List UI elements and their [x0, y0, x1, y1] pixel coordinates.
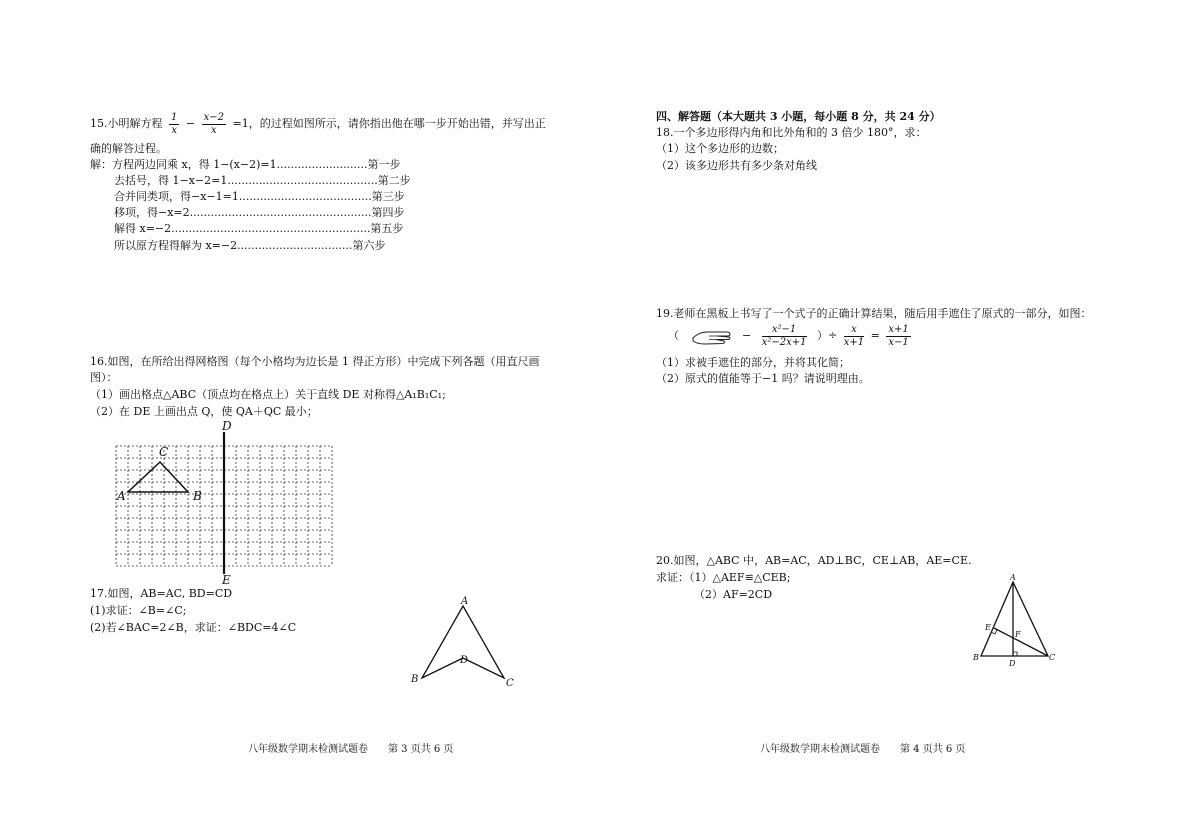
q20-label-f: F [1015, 630, 1021, 639]
left-footer: 八年级数学期末检测试题卷 第 3 页共 6 页 [248, 744, 454, 755]
q17-line2: (1)求证：∠B=∠C; [90, 604, 187, 617]
label-c: C [159, 445, 169, 459]
triangle-abc [128, 462, 188, 492]
q15-line2: 确的解答过程。 [90, 142, 167, 155]
q19-sub2: （2）原式的值能等于−1 吗？请说明理由。 [656, 372, 870, 385]
q18-sub2: （2）该多边形共有多少条对角线 [656, 159, 817, 172]
q15-minus: − [185, 117, 196, 130]
q15-frac2: $\frac{x-2}{x}$ [203, 111, 224, 136]
q19-frac1: $\frac{\text{x²−1}}{\text{x²−2x+1}}$ [761, 323, 807, 348]
q20-label-e: E [985, 623, 991, 632]
q15-suffix: =1，的过程如图所示，请你指出他在哪一步开始出错，并写出正 [232, 117, 546, 130]
q17-label-b: B [411, 674, 419, 685]
label-b: B [193, 489, 202, 503]
q17-line3: (2)若∠BAC=2∠B，求证：∠BDC=4∠C [90, 621, 297, 634]
q15-step-6: 所以原方程得解为 x=−2.................................第六步 [114, 239, 386, 252]
q19-expression [668, 321, 914, 351]
hand-icon [691, 326, 733, 346]
q16-line1: 16.如图，在所给出得网格图（每个小格均为边长是 1 得正方形）中完成下列各题（用直尺画 [90, 355, 540, 368]
q16-sub1: （1）画出格点△ABC（顶点均在格点上）关于直线 DE 对称得△A₁B₁C₁; [90, 388, 446, 401]
q20-label-c: C [1049, 653, 1056, 662]
q19-paren-close: ）÷ [817, 329, 838, 342]
label-e: E [222, 573, 231, 587]
q17-figure [400, 592, 530, 697]
q17-line1: 17.如图，AB=AC, BD=CD [90, 587, 233, 600]
concave-quadrilateral [422, 606, 504, 678]
q20-label-a: A [1010, 573, 1016, 582]
q15-step-3: 合并同类项，得−x−1=1......................................第三步 [114, 190, 405, 203]
q20-line2: 求证：（1）△AEF≌△CEB; [656, 571, 791, 584]
q19-frac3: $\frac{x+1}{x-1}$ [888, 323, 909, 348]
q15-line1 [90, 110, 546, 138]
label-a: A [117, 489, 126, 503]
q18-sub1: （1）这个多边形的边数； [656, 142, 784, 155]
q17-label-a: A [461, 596, 469, 607]
q19-sub1: （1）求被手遮住的部分，并将其化简； [656, 356, 850, 369]
section-title: 四、解答题（本大题共 3 小题，每小题 8 分，共 24 分） [656, 110, 941, 123]
grid-figure [100, 418, 340, 588]
q20-line1: 20.如图，△ABC 中，AB=AC，AD⊥BC，CE⊥AB，AE=CE. [656, 554, 972, 567]
q18-line1: 18.一个多边形得内角和比外角和的 3 倍少 180°，求： [656, 126, 927, 139]
q20-label-d: D [1009, 659, 1016, 668]
right-footer: 八年级数学期末检测试题卷 第 4 页共 6 页 [760, 744, 966, 755]
q19-line1: 19.老师在黑板上书写了一个式子的正确计算结果，随后用手遮住了原式的一部分，如图： [656, 307, 1092, 320]
q19-paren-open: （ [668, 329, 679, 342]
label-d: D [222, 419, 232, 433]
q15-step-4: 移项，得−x=2....................................................第四步 [114, 206, 405, 219]
triangle-abc-isosceles [981, 582, 1048, 656]
q15-step-5: 解得 x=−2.........................................................第五步 [114, 222, 404, 235]
q17-label-c: C [506, 678, 514, 689]
q19-frac2: $\frac{x}{x+1}$ [843, 323, 865, 348]
q20-figure [966, 570, 1066, 670]
q20-label-b: B [973, 653, 979, 662]
q20-line3: （2）AF=2CD [694, 588, 773, 601]
q19-equals: = [870, 329, 880, 342]
q15-step-2: 去括号，得 1−x−2=1...........................................第二步 [114, 174, 411, 187]
q15-frac1: $\frac{1}{x}$ [171, 111, 178, 136]
q16-sub2: （2）在 DE 上画出点 Q，使 QA＋QC 最小； [90, 405, 318, 418]
q15-step-1: 解：方程两边同乘 x，得 1−(x−2)=1..........................第一步 [90, 158, 401, 171]
q17-label-d: D [460, 655, 469, 666]
altitude-ce [994, 628, 1048, 656]
q15-prefix: 15.小明解方程 [90, 117, 163, 130]
q19-minus: − [742, 329, 752, 342]
q16-line2: 图）： [90, 371, 118, 384]
